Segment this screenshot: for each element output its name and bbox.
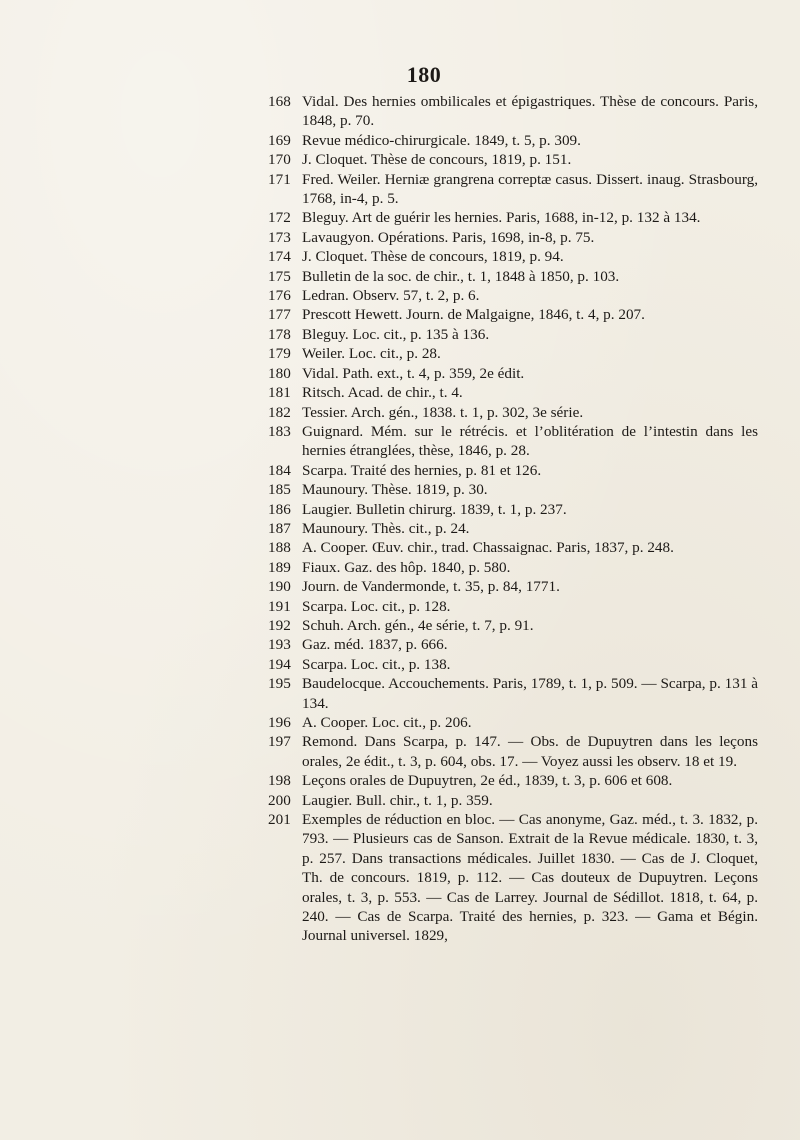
reference-entry (268, 771, 758, 790)
reference-text: Laugier. Bull. chir., t. 1, p. 359. (302, 791, 493, 809)
reference-text: A. Cooper. Œuv. chir., trad. Chassaignac. Paris, 1837, p. 248. (302, 539, 674, 557)
reference-text: Scarpa. Loc. cit., p. 138. (302, 655, 451, 673)
reference-text: J. Cloquet. Thèse de concours, 1819, p. 94. (302, 248, 564, 266)
reference-entry (268, 597, 758, 616)
reference-entry (268, 791, 758, 810)
reference-number: 177 (268, 306, 291, 324)
reference-text: Guignard. Mém. sur le rétrécis. et l’oblitération de l’intestin dans les hernies étranglées, thèse, 1846, p. 28. (302, 422, 758, 460)
page-number: 180 (406, 62, 442, 87)
reference-entry (268, 732, 758, 771)
reference-entry (268, 344, 758, 363)
reference-number: 197 (268, 733, 291, 751)
reference-text: Bulletin de la soc. de chir., t. 1, 1848 à 1850, p. 103. (302, 267, 620, 285)
reference-entry (268, 208, 758, 227)
reference-entry (268, 247, 758, 266)
reference-number: 174 (268, 248, 291, 266)
reference-text: Vidal. Path. ext., t. 4, p. 359, 2e édit. (302, 364, 525, 382)
reference-entry (268, 480, 758, 499)
reference-text: Remond. Dans Scarpa, p. 147. — Obs. de Dupuytren dans les leçons orales, 2e édit., t. 3, p. 604, obs. 17. — Voyez aussi les observ. 18 et 19. (302, 733, 758, 770)
reference-number: 183 (268, 422, 291, 440)
reference-number: 181 (268, 384, 291, 402)
reference-number: 193 (268, 636, 291, 654)
reference-text: Ledran. Observ. 57, t. 2, p. 6. (302, 287, 480, 305)
reference-number: 168 (268, 93, 291, 110)
reference-entry (268, 305, 758, 324)
reference-entry (268, 403, 758, 422)
reference-text: Laugier. Bulletin chirurg. 1839, t. 1, p. 237. (302, 500, 567, 518)
reference-number: 170 (268, 151, 291, 169)
reference-number: 200 (268, 791, 291, 809)
reference-entry (268, 519, 758, 538)
reference-entry (268, 92, 758, 131)
reference-entry (268, 170, 758, 209)
reference-number: 191 (268, 597, 291, 615)
reference-entry (268, 228, 758, 247)
reference-entry (268, 558, 758, 577)
reference-entry (268, 500, 758, 519)
reference-entry (268, 577, 758, 596)
reference-text: Scarpa. Loc. cit., p. 128. (302, 597, 451, 615)
reference-text: Ritsch. Acad. de chir., t. 4. (302, 384, 463, 402)
reference-text: Weiler. Loc. cit., p. 28. (302, 345, 441, 363)
reference-number: 196 (268, 714, 291, 731)
reference-list (268, 92, 758, 946)
reference-text: Scarpa. Traité des hernies, p. 81 et 126. (302, 461, 542, 479)
reference-number: 192 (268, 616, 291, 634)
reference-number: 182 (268, 403, 291, 421)
reference-number: 186 (268, 500, 291, 518)
reference-number: 201 (268, 811, 291, 829)
reference-number: 185 (268, 481, 291, 499)
reference-number: 176 (268, 287, 291, 305)
reference-text: Baudelocque. Accouchements. Paris, 1789, t. 1, p. 509. — Scarpa, p. 131 à 134. (302, 675, 758, 712)
reference-entry (268, 810, 758, 946)
reference-text: Leçons orales de Dupuytren, 2e éd., 1839, t. 3, p. 606 et 608. (302, 772, 673, 790)
reference-number: 188 (268, 539, 291, 557)
reference-number: 178 (268, 325, 291, 343)
reference-text: Lavaugyon. Opérations. Paris, 1698, in-8, p. 75. (302, 228, 595, 246)
reference-number: 189 (268, 558, 291, 576)
reference-number: 198 (268, 772, 291, 790)
reference-number: 171 (268, 170, 291, 188)
reference-number: 175 (268, 267, 291, 285)
reference-number: 194 (268, 655, 291, 673)
reference-text: Journ. de Vandermonde, t. 35, p. 84, 1771. (302, 578, 560, 596)
reference-entry (268, 286, 758, 305)
reference-number: 173 (268, 228, 291, 246)
reference-entry (268, 422, 758, 461)
reference-number: 190 (268, 578, 291, 596)
reference-text: Vidal. Des hernies ombilicales et épigastriques. Thèse de concours. Paris, 1848, p. 70. (302, 93, 758, 130)
reference-entry (268, 635, 758, 654)
reference-entry (268, 713, 758, 732)
reference-text: Exemples de réduction en bloc. — Cas anonyme, Gaz. méd., t. 3. 1832, p. 793. — Plusieurs cas de Sanson. Extrait de la Revue médicale. 1830, t. 3, p. 257. Dans transactions médicales. Juillet 1830. — Cas de J. Cloquet, Th. de concours. 1819, p. 112. — Cas douteux de Dupuytren. Leçons orales, t. 3, p. 553. — Cas de Larrey. Journal de Sédillot. 1818, t. 64, p. 240. — Cas de Scarpa. Traité des hernies, p. 323. — Gama et Bégin. Journal universel. 1829, (302, 811, 758, 945)
reference-text: Maunoury. Thèse. 1819, p. 30. (302, 481, 488, 499)
reference-text: Schuh. Arch. gén., 4e série, t. 7, p. 91. (302, 616, 534, 634)
reference-entry (268, 150, 758, 169)
reference-text: Tessier. Arch. gén., 1838. t. 1, p. 302, 3e série. (302, 403, 584, 421)
reference-text: Bleguy. Loc. cit., p. 135 à 136. (302, 325, 490, 343)
reference-number: 172 (268, 209, 291, 227)
reference-text: A. Cooper. Loc. cit., p. 206. (302, 714, 472, 731)
reference-entry (268, 131, 758, 150)
reference-entry (268, 325, 758, 344)
reference-entry (268, 674, 758, 713)
reference-number: 184 (268, 461, 291, 479)
reference-entry (268, 461, 758, 480)
reference-number: 179 (268, 345, 291, 363)
reference-text: Maunoury. Thès. cit., p. 24. (302, 519, 470, 537)
reference-text: Prescott Hewett. Journ. de Malgaigne, 1846, t. 4, p. 207. (302, 306, 645, 324)
reference-entry (268, 616, 758, 635)
reference-text: J. Cloquet. Thèse de concours, 1819, p. 151. (302, 151, 572, 169)
reference-text: Gaz. méd. 1837, p. 666. (302, 636, 448, 654)
reference-number: 187 (268, 519, 291, 537)
reference-entry (268, 364, 758, 383)
reference-number: 169 (268, 131, 291, 149)
reference-text: Fiaux. Gaz. des hôp. 1840, p. 580. (302, 558, 511, 576)
reference-text: Revue médico-chirurgicale. 1849, t. 5, p. 309. (302, 131, 581, 149)
reference-number: 195 (268, 675, 291, 693)
reference-entry (268, 655, 758, 674)
reference-number: 180 (268, 364, 291, 382)
reference-entry (268, 267, 758, 286)
reference-entry (268, 538, 758, 557)
reference-text: Bleguy. Art de guérir les hernies. Paris, 1688, in-12, p. 132 à 134. (302, 209, 701, 227)
reference-entry (268, 383, 758, 402)
reference-text: Fred. Weiler. Herniæ grangrena correptæ casus. Dissert. inaug. Strasbourg, 1768, in-4, p. 5. (302, 170, 758, 208)
